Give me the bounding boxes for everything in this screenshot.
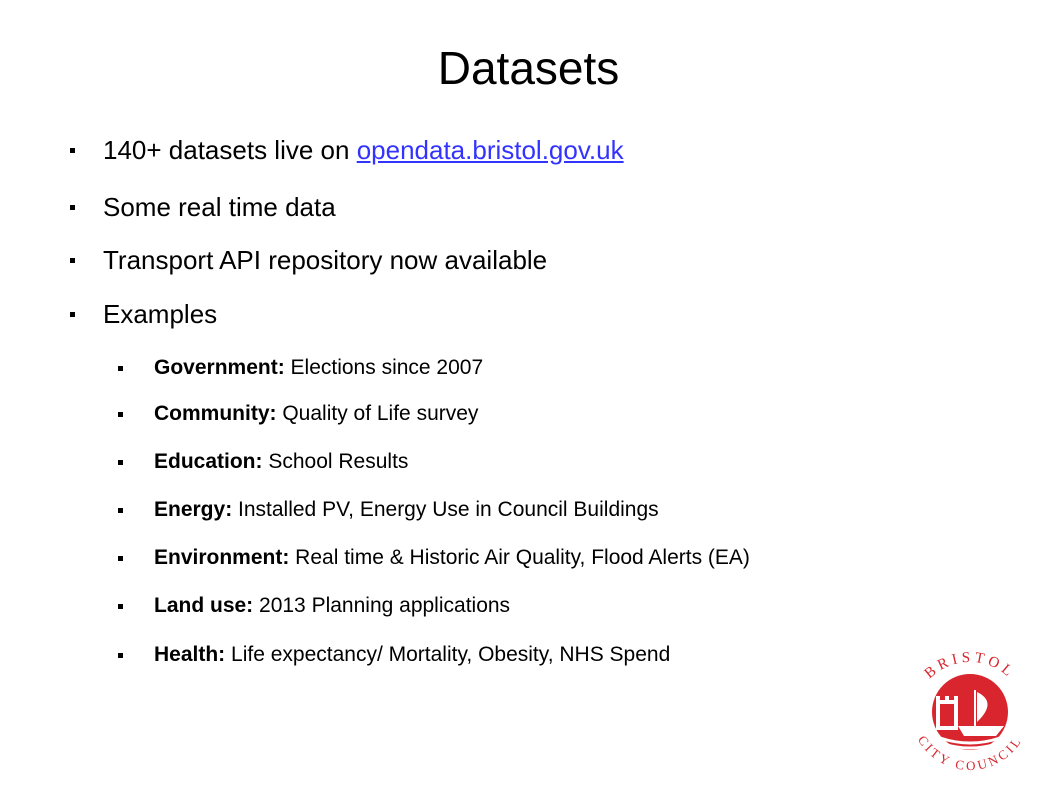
bullet-text: Examples [103,298,218,329]
example-category: Energy: [154,498,233,521]
example-category: Health: [154,643,226,666]
example-item [118,591,510,621]
bullet-marker [70,258,75,263]
logo-bottom-text: CITY COUNCIL [914,732,1026,774]
example-text: Life expectancy/ Mortality, Obesity, NHS Spend [225,643,671,666]
example-item [118,543,750,573]
bullet-marker [118,460,123,465]
example-item [118,447,408,477]
example-item [118,495,659,525]
example-text: Quality of Life survey [276,402,479,425]
bullet-marker [118,604,123,609]
bullet-marker [118,508,123,513]
logo-top-text: BRISTOL [921,649,1019,683]
example-category: Education: [154,450,263,473]
bullet-item [70,133,624,167]
bullet-marker [70,148,75,153]
bullet-text: Some real time data [103,191,336,222]
bullet-item [70,297,217,331]
bullet-marker [118,412,123,417]
bullet-marker [70,205,75,210]
bullet-text: 140+ datasets live on [103,134,357,165]
example-item [118,353,483,383]
example-category: Community: [154,402,277,425]
example-text: Installed PV, Energy Use in Council Buildings [232,498,659,521]
example-category: Land use: [154,594,254,617]
bullet-marker [118,653,123,658]
bullet-marker [118,366,123,371]
example-category: Government: [154,356,285,379]
bristol-city-council-logo [900,640,1040,780]
example-text: Elections since 2007 [284,356,484,379]
example-text: School Results [262,450,409,473]
example-category: Environment: [154,546,290,569]
bullet-item [70,190,336,224]
example-text: 2013 Planning applications [253,594,511,617]
opendata-link[interactable]: opendata.bristol.gov.uk [356,134,624,165]
bullet-item [70,243,547,277]
page-title: Datasets [437,42,620,94]
council-crest-icon [900,640,1040,780]
bullet-text: Transport API repository now available [103,244,548,275]
bullet-marker [118,556,123,561]
example-item [118,399,478,429]
example-item [118,640,670,670]
bullet-marker [70,312,75,317]
example-text: Real time & Historic Air Quality, Flood Alerts (EA) [289,546,750,569]
